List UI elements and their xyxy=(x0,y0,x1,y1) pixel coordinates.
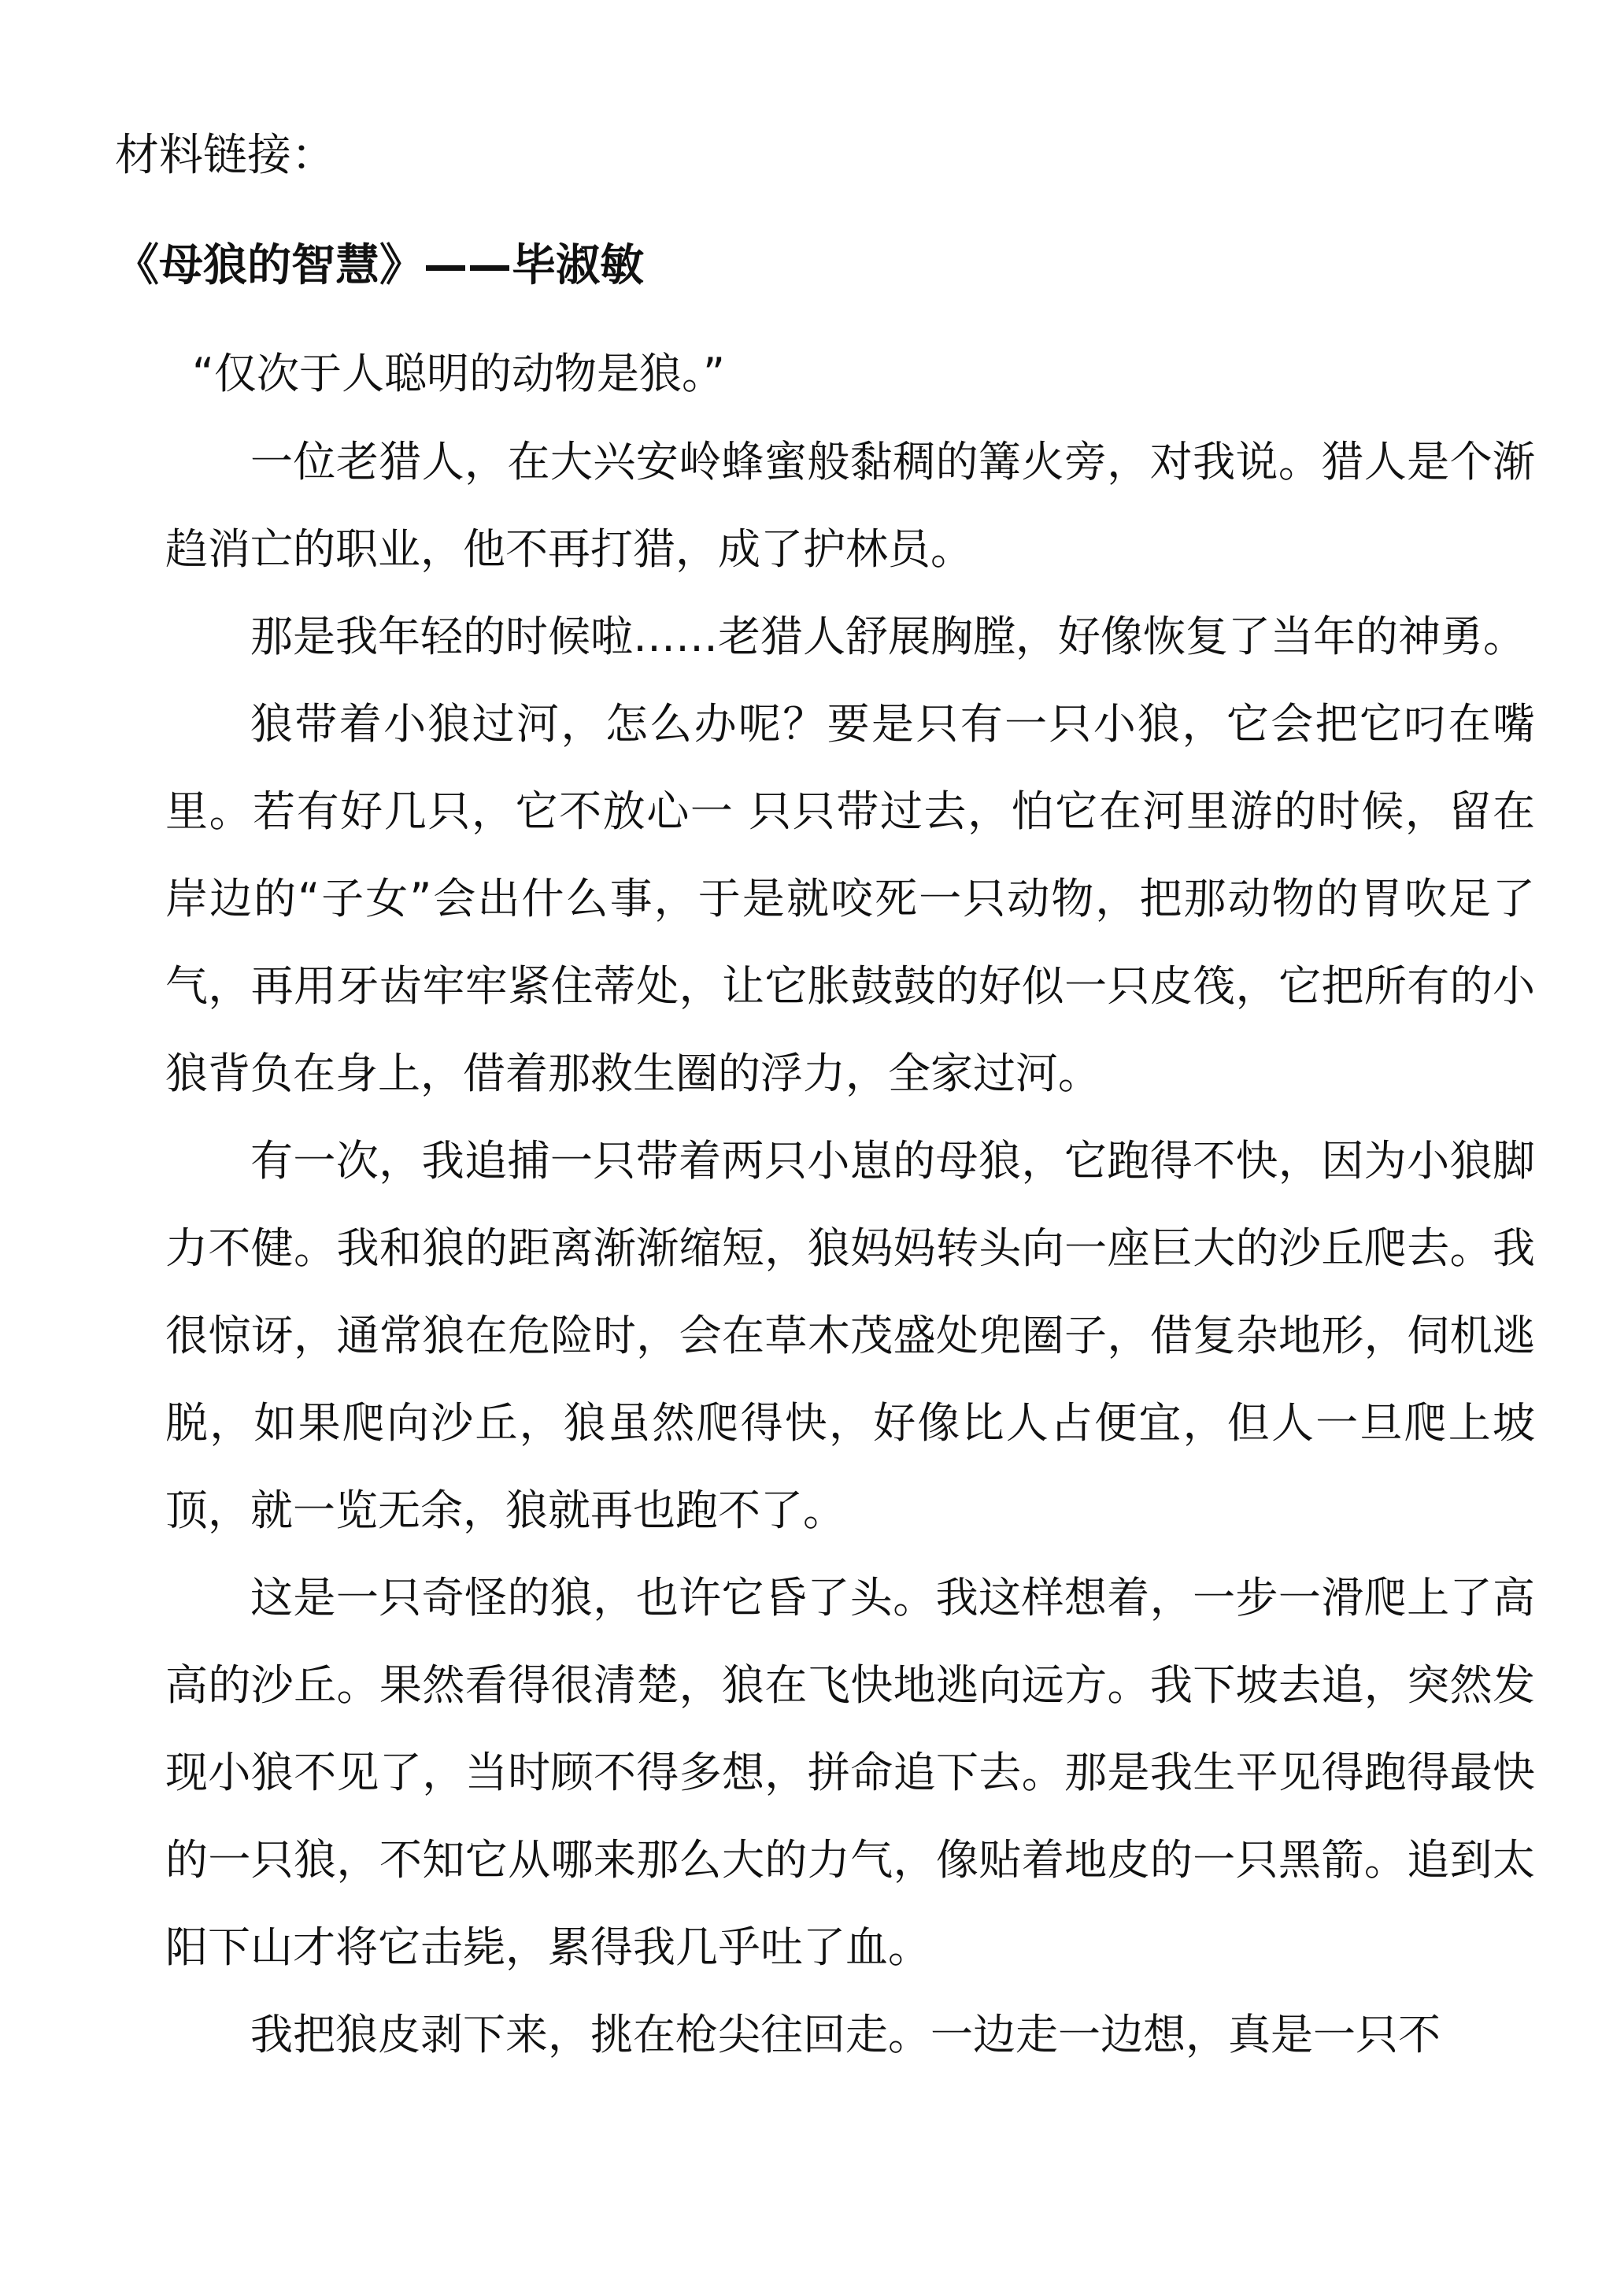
paragraph: 有一次，我追捕一只带着两只小崽的母狼，它跑得不快，因为小狼脚力不健。我和狼的距离渐渐缩短，狼妈妈转头向一座巨大的沙丘爬去。我很惊讶，通常狼在危险时，会在草木茂盛处兜圈子，借复杂地形，伺机逃脱，如果爬向沙丘，狼虽然爬得快，好像比人占便宜，但人一旦爬上坡顶，就一览无余，狼就再也跑不了。 xyxy=(165,1136,1535,1535)
opening-quote: “仅次于人聪明的动物是狼。” xyxy=(192,349,725,398)
paragraph: 我把狼皮剥下来，挑在枪尖往回走。一边走一边想，真是一只不 xyxy=(250,2010,1441,2059)
paragraph: 这是一只奇怪的狼，也许它昏了头。我这样想着，一步一滑爬上了高高的沙丘。果然看得很清楚，狼在飞快地逃向远方。我下坡去追，突然发现小狼不见了，当时顾不得多想，拼命追下去。那是我生平见得跑得最快的一只狼，不知它从哪来那么大的力气，像贴着地皮的一只黑箭。追到太阳下山才将它击毙，累得我几乎吐了血。 xyxy=(165,1573,1535,1972)
article-body xyxy=(165,418,1535,2078)
paragraph: 一位老猎人，在大兴安岭蜂蜜般黏稠的篝火旁，对我说。猎人是个渐趋消亡的职业，他不再打猎，成了护林员。 xyxy=(165,437,1535,574)
paragraph: 狼带着小狼过河，怎么办呢？要是只有一只小狼，它会把它叼在嘴里。若有好几只，它不放心一 只只带过去，怕它在河里游的时候，留在岸边的“子女”会出什么事，于是就咬死一只动物，把那动物的胃吹足了气，再用牙齿牢牢紧住蒂处，让它胀鼓鼓的好似一只皮筏，它把所有的小狼背负在身上，借着那救生圈的浮力，全家过河。 xyxy=(165,699,1535,1098)
article-title: 《母狼的智慧》——毕淑敏 xyxy=(115,240,644,291)
paragraph: 那是我年轻的时候啦……老猎人舒展胸膛，好像恢复了当年的神勇。 xyxy=(250,612,1526,661)
material-link-label: 材料链接： xyxy=(115,130,335,181)
